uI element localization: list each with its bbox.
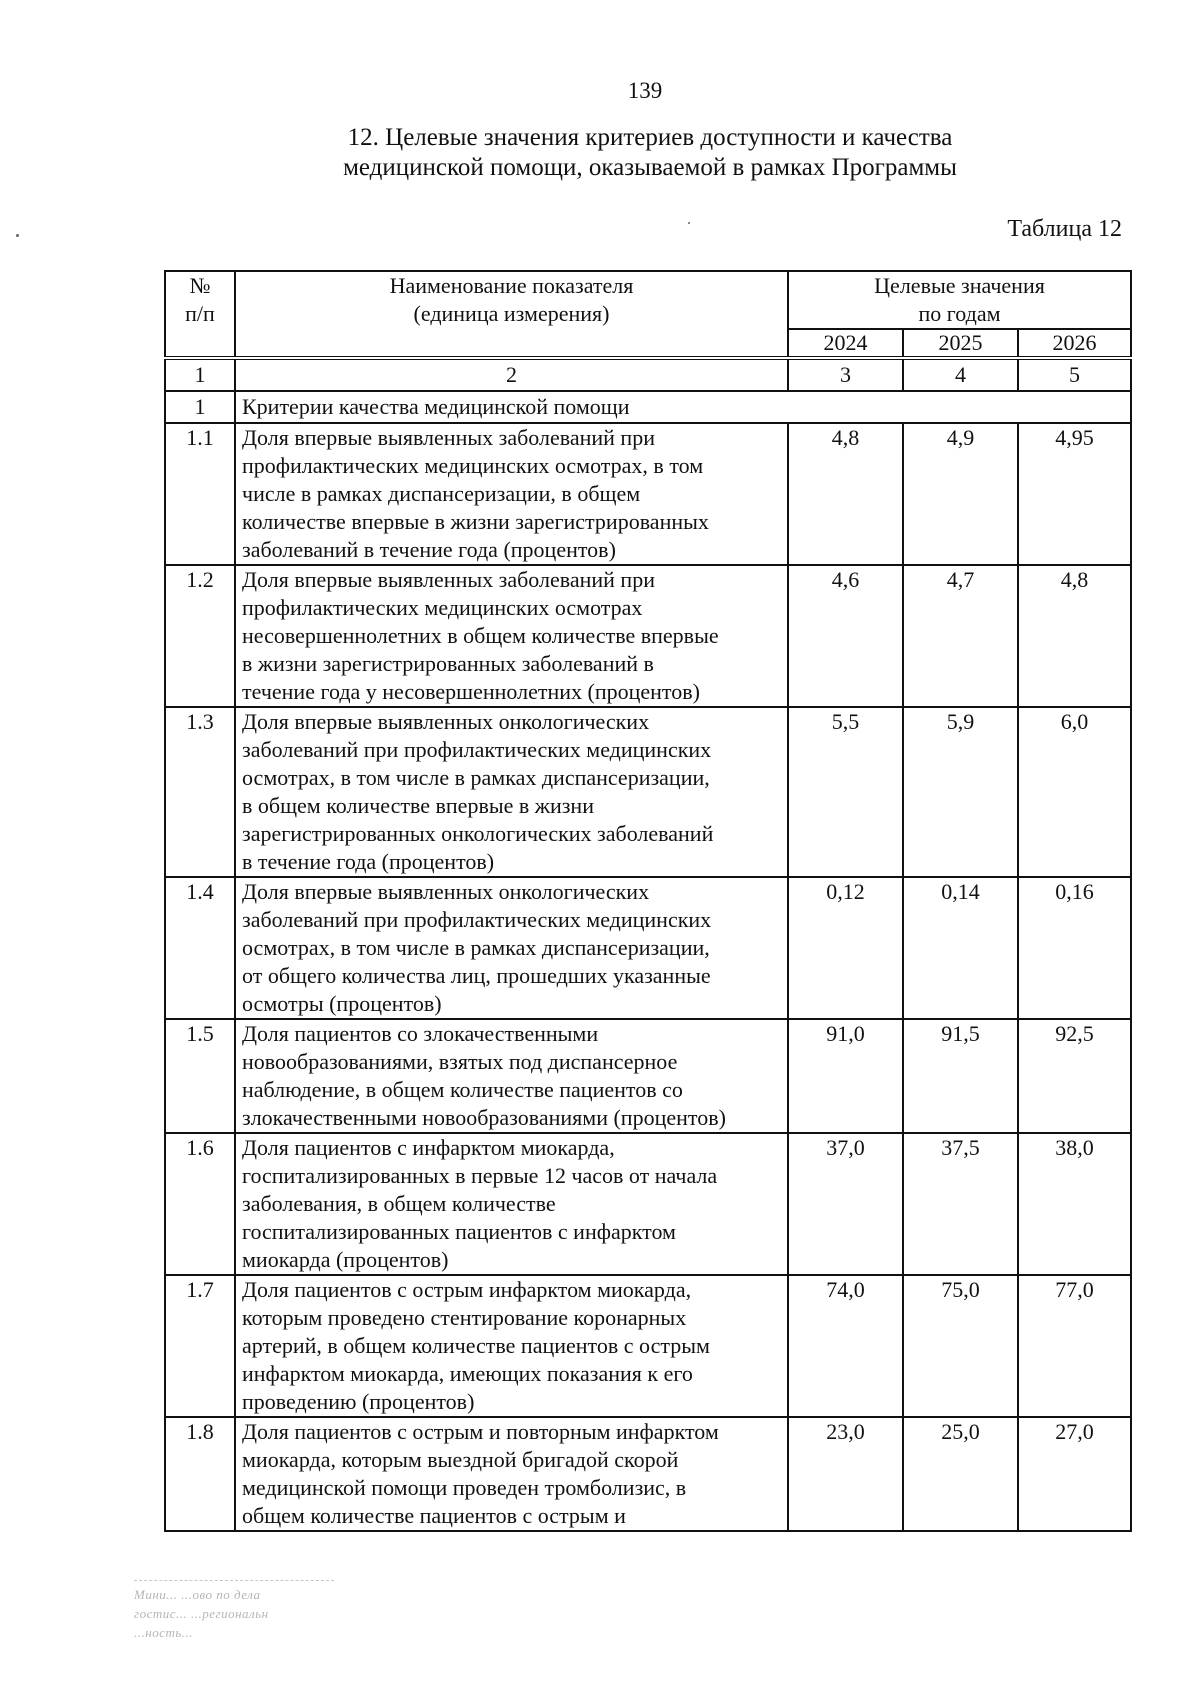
indicator-name-line: проведению (процентов) (242, 1389, 475, 1414)
indicator-name (235, 423, 788, 565)
column-number: 3 (788, 358, 903, 391)
indicator-name-line: осмотрах, в том числе в рамках диспансеризации, (242, 935, 710, 960)
target-value-2026: 92,5 (1018, 1019, 1131, 1133)
section-title-line-1: 12. Целевые значения критериев доступности и качества (347, 124, 953, 151)
indicator-name (235, 707, 788, 877)
target-value-2026: 4,8 (1018, 565, 1131, 707)
row-number: 1.4 (165, 877, 235, 1019)
table-row (165, 707, 1131, 877)
table-row (165, 877, 1131, 1019)
indicator-name-line: в течение года (процентов) (242, 849, 495, 874)
row-number: 1.1 (165, 423, 235, 565)
stamp-line: ...ность... (134, 1625, 194, 1640)
header-target-cell (788, 271, 1131, 329)
indicator-name-line: в жизни зарегистрированных заболеваний в (242, 651, 654, 676)
header-by-years-label: по годам (918, 301, 1001, 326)
target-value-2025: 4,7 (903, 565, 1018, 707)
targets-table (164, 270, 1132, 1532)
indicator-name-line: несовершеннолетних в общем количестве впервые (242, 623, 719, 648)
header-year-2024: 2024 (788, 329, 903, 358)
indicator-name-line: осмотрах, в том числе в рамках диспансеризации, (242, 765, 710, 790)
section-title (300, 123, 1000, 183)
indicator-name-line: заболевания, в общем количестве (242, 1191, 556, 1216)
target-value-2026: 38,0 (1018, 1133, 1131, 1275)
header-row (165, 271, 1131, 329)
indicator-name-line: заболеваний в течение года (процентов) (242, 537, 616, 562)
indicator-name (235, 1133, 788, 1275)
row-number: 1.6 (165, 1133, 235, 1275)
section-row (165, 391, 1131, 423)
indicator-name-line: количестве впервые в жизни зарегистрированных (242, 509, 709, 534)
indicator-name-line: Доля впервые выявленных заболеваний при (242, 425, 655, 450)
target-value-2024: 74,0 (788, 1275, 903, 1417)
indicator-name-line: общем количестве пациентов с острым и (242, 1503, 626, 1528)
header-num-sign: № (189, 273, 211, 298)
indicator-name-line: профилактических медицинских осмотрах, в том (242, 453, 704, 478)
indicator-name-line: осмотры (процентов) (242, 991, 442, 1016)
target-value-2024: 4,8 (788, 423, 903, 565)
indicator-name-line: артерий, в общем количестве пациентов с острым (242, 1333, 710, 1358)
row-number: 1.2 (165, 565, 235, 707)
target-value-2026: 27,0 (1018, 1417, 1131, 1531)
target-value-2025: 5,9 (903, 707, 1018, 877)
indicator-name-line: Доля пациентов с острым инфарктом миокарда, (242, 1277, 692, 1302)
indicator-name (235, 1019, 788, 1133)
stamp-line: гостис... ...региональн (134, 1606, 269, 1621)
column-number: 1 (165, 358, 235, 391)
target-value-2024: 5,5 (788, 707, 903, 877)
row-number: 1.5 (165, 1019, 235, 1133)
indicator-name-line: Доля впервые выявленных онкологических (242, 879, 650, 904)
indicator-name-line: госпитализированных в первые 12 часов от начала (242, 1163, 718, 1188)
header-unit-label: (единица измерения) (413, 301, 610, 326)
target-value-2025: 0,14 (903, 877, 1018, 1019)
indicator-name-line: Доля пациентов с инфарктом миокарда, (242, 1135, 615, 1160)
indicator-name-line: госпитализированных пациентов с инфарктом (242, 1219, 676, 1244)
table-row (165, 1417, 1131, 1531)
header-year-2025: 2025 (903, 329, 1018, 358)
table-row (165, 1133, 1131, 1275)
indicator-name-line: от общего количества лиц, прошедших указанные (242, 963, 711, 988)
scan-speck (688, 222, 690, 224)
indicator-name-line: медицинской помощи проведен тромболизис, в (242, 1475, 687, 1500)
target-value-2025: 37,5 (903, 1133, 1018, 1275)
stamp-rule (134, 1580, 334, 1581)
target-value-2024: 4,6 (788, 565, 903, 707)
target-value-2025: 75,0 (903, 1275, 1018, 1417)
header-year-2026: 2026 (1018, 329, 1131, 358)
indicator-name-line: числе в рамках диспансеризации, в общем (242, 481, 641, 506)
indicator-name (235, 1275, 788, 1417)
target-value-2026: 4,95 (1018, 423, 1131, 565)
target-value-2025: 25,0 (903, 1417, 1018, 1531)
target-value-2025: 91,5 (903, 1019, 1018, 1133)
indicator-name-line: течение года у несовершеннолетних (процентов) (242, 679, 700, 704)
column-number: 2 (235, 358, 788, 391)
target-value-2025: 4,9 (903, 423, 1018, 565)
indicator-name-line: Доля впервые выявленных онкологических (242, 709, 650, 734)
scan-speck (16, 234, 19, 237)
indicator-name-line: которым проведено стентирование коронарных (242, 1305, 687, 1330)
column-number: 5 (1018, 358, 1131, 391)
row-number: 1.3 (165, 707, 235, 877)
target-value-2026: 0,16 (1018, 877, 1131, 1019)
indicator-name-line: наблюдение, в общем количестве пациентов со (242, 1077, 683, 1102)
table-row (165, 1275, 1131, 1417)
row-number: 1.8 (165, 1417, 235, 1531)
section-title-line-2: медицинской помощи, оказываемой в рамках Программы (343, 154, 957, 181)
page-number: 139 (627, 78, 663, 103)
target-value-2026: 77,0 (1018, 1275, 1131, 1417)
table-caption: Таблица 12 (1007, 216, 1122, 242)
header-num-cell (165, 271, 235, 358)
indicator-name-line: заболеваний при профилактических медицинских (242, 907, 712, 932)
target-value-2024: 91,0 (788, 1019, 903, 1133)
section-name: Критерии качества медицинской помощи (235, 391, 1131, 423)
faded-stamp (134, 1580, 354, 1642)
indicator-name-line: миокарда (процентов) (242, 1247, 449, 1272)
indicator-name-line: миокарда, которым выездной бригадой скорой (242, 1447, 679, 1472)
indicator-name (235, 565, 788, 707)
column-number: 4 (903, 358, 1018, 391)
indicator-name-line: инфарктом миокарда, имеющих показания к его (242, 1361, 693, 1386)
header-name-cell (235, 271, 788, 358)
indicator-name-line: злокачественными новообразованиями (процентов) (242, 1105, 726, 1130)
indicator-name-line: заболеваний при профилактических медицинских (242, 737, 712, 762)
table-row (165, 565, 1131, 707)
table-row (165, 423, 1131, 565)
target-value-2024: 0,12 (788, 877, 903, 1019)
indicator-name-line: зарегистрированных онкологических заболеваний (242, 821, 714, 846)
indicator-name (235, 877, 788, 1019)
indicator-name-line: профилактических медицинских осмотрах (242, 595, 643, 620)
target-value-2026: 6,0 (1018, 707, 1131, 877)
indicator-name-line: в общем количестве впервые в жизни (242, 793, 594, 818)
stamp-line: Мини... ...ово по дела (134, 1587, 261, 1602)
indicator-name (235, 1417, 788, 1531)
header-target-label: Целевые значения (874, 273, 1045, 298)
indicator-name-line: Доля пациентов с острым и повторным инфарктом (242, 1419, 719, 1444)
header-name-label: Наименование показателя (389, 273, 634, 298)
table-row (165, 1019, 1131, 1133)
column-numbers-row (165, 358, 1131, 391)
target-value-2024: 37,0 (788, 1133, 903, 1275)
target-value-2024: 23,0 (788, 1417, 903, 1531)
indicator-name-line: новообразованиями, взятых под диспансерное (242, 1049, 678, 1074)
header-num-label: п/п (185, 301, 215, 326)
row-number: 1.7 (165, 1275, 235, 1417)
indicator-name-line: Доля впервые выявленных заболеваний при (242, 567, 655, 592)
section-num: 1 (165, 391, 235, 423)
indicator-name-line: Доля пациентов со злокачественными (242, 1021, 599, 1046)
